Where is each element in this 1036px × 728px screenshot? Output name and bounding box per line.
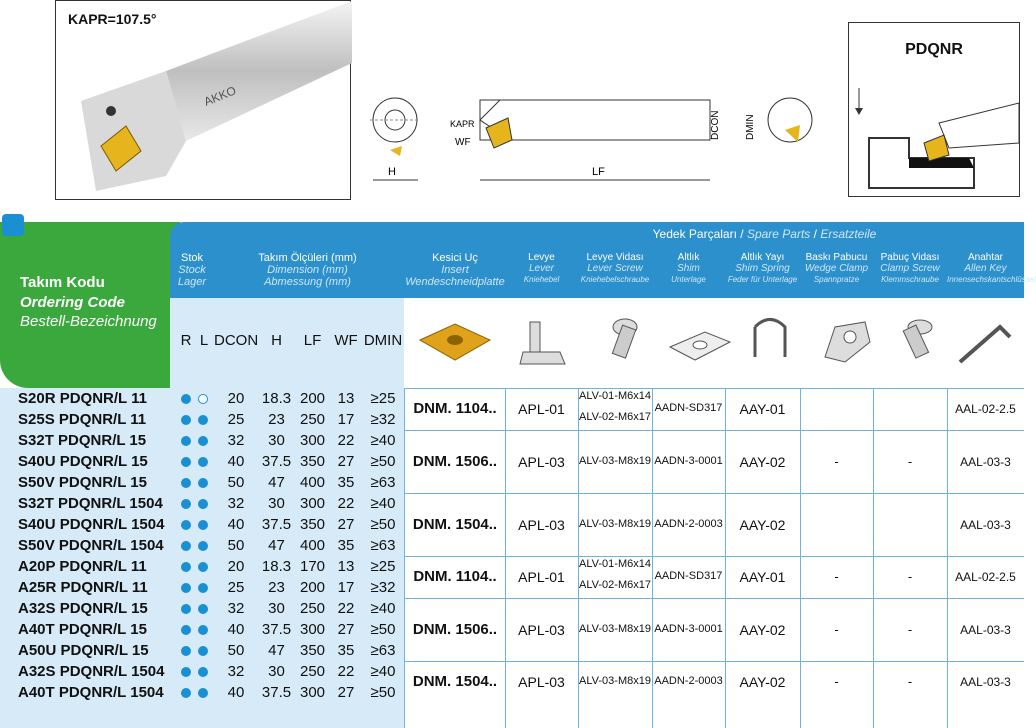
- cell-dcon: 40: [227, 621, 245, 638]
- stock-l-dot: [198, 520, 208, 530]
- stock-r-dot: [181, 688, 191, 698]
- tool-photo-image: [56, 1, 352, 201]
- lever-screw-code: ALV-01-M6x14: [579, 558, 651, 570]
- part-header: [652, 252, 725, 285]
- cell-dcon: 50: [227, 537, 245, 554]
- shim-icon: [670, 332, 730, 360]
- stock-l-dot: [198, 394, 208, 404]
- cell-dmin: ≥32: [370, 411, 396, 428]
- part-header: [505, 252, 578, 285]
- dim-dcon: DCON: [710, 110, 721, 140]
- col-l: L: [199, 332, 209, 349]
- shim-code: AADN-SD317: [654, 402, 723, 414]
- cell-dcon: 20: [227, 558, 245, 575]
- stock-r-dot: [181, 457, 191, 467]
- ordering-tr: Takım Kodu: [20, 274, 105, 291]
- cell-lf: 250: [299, 663, 326, 680]
- cell-dcon: 32: [227, 663, 245, 680]
- cell-wf: 35: [337, 642, 355, 659]
- cell-lf: 170: [299, 558, 326, 575]
- cell-wf: 27: [337, 453, 355, 470]
- stock-r-dot: [181, 394, 191, 404]
- dim-col-header: H: [271, 332, 282, 349]
- spring-code: AAY-01: [739, 569, 786, 585]
- spring-code: AAY-02: [739, 453, 786, 470]
- insert-code: DNM. 1506..: [412, 452, 498, 470]
- cell-wf: 13: [337, 390, 355, 407]
- stock-r-dot: [181, 646, 191, 656]
- dim-kapr: KAPR: [450, 119, 475, 129]
- cell-lf: 250: [299, 411, 326, 428]
- insert-code: DNM. 1504..: [412, 673, 498, 690]
- insert-code: DNM. 1104..: [413, 568, 497, 585]
- table-row-code: A32S PDQNR/L 1504: [18, 663, 165, 680]
- cell-lf: 300: [299, 684, 326, 701]
- cell-h: 18.3: [261, 558, 292, 575]
- cell-dmin: ≥50: [370, 621, 396, 638]
- cell-h: 23: [268, 579, 285, 596]
- part-de: Kniehebelschraube: [580, 275, 650, 284]
- key-code: AAL-03-3: [960, 517, 1011, 532]
- shim-code: AADN-2-0003: [654, 675, 723, 687]
- cell-dcon: 40: [227, 516, 245, 533]
- lever-screw-code: ALV-03-M8x19: [579, 454, 651, 467]
- pdqnr-title: PDQNR: [905, 41, 963, 58]
- part-tr: Anahtar: [967, 252, 1004, 263]
- part-en: Clamp Screw: [880, 263, 940, 274]
- clamp-code: -: [907, 621, 913, 637]
- lever-code: APL-03: [518, 453, 565, 470]
- part-de: Klemmschraube: [881, 275, 939, 284]
- dim-col-header: WF: [334, 332, 358, 349]
- lever-code: APL-01: [518, 569, 565, 585]
- cell-dmin: ≥32: [370, 579, 396, 596]
- lever-icon: [520, 322, 565, 364]
- cell-dmin: ≥63: [370, 537, 396, 554]
- cell-lf: 350: [299, 453, 326, 470]
- cell-lf: 400: [299, 474, 326, 491]
- lever-screw-code: ALV-02-M6x17: [579, 411, 651, 423]
- cell-lf: 300: [299, 432, 326, 449]
- dim-h: H: [388, 166, 396, 178]
- cell-h: 47: [268, 474, 285, 491]
- shim-code: AADN-SD317: [654, 570, 723, 582]
- stock-l-dot: [198, 667, 208, 677]
- cell-dmin: ≥50: [370, 516, 396, 533]
- cell-dmin: ≥25: [370, 390, 396, 407]
- stock-l-dot: [198, 583, 208, 593]
- column-divider: [947, 388, 948, 728]
- table-row-code: S20R PDQNR/L 11: [18, 390, 147, 407]
- stock-r-dot: [181, 562, 191, 572]
- dim-col-header: DCON: [214, 332, 259, 349]
- group-divider: [404, 556, 1024, 557]
- part-tr: Pabuç Vidası: [880, 252, 940, 263]
- cell-lf: 350: [299, 516, 326, 533]
- part-en: Shim Spring: [735, 263, 790, 274]
- spring-code: AAY-02: [739, 674, 786, 690]
- cell-dmin: ≥40: [370, 432, 396, 449]
- cell-dmin: ≥63: [370, 642, 396, 659]
- cell-dmin: ≥50: [370, 453, 396, 470]
- key-code: AAL-03-3: [960, 675, 1011, 689]
- cell-lf: 300: [299, 621, 326, 638]
- cell-h: 47: [268, 642, 285, 659]
- spring-code: AAY-02: [739, 516, 786, 533]
- table-row-code: A40T PDQNR/L 1504: [18, 684, 164, 701]
- cell-dcon: 20: [227, 390, 245, 407]
- part-de: Unterlage: [671, 275, 706, 284]
- table-row-code: A32S PDQNR/L 15: [18, 600, 148, 617]
- cell-dcon: 32: [227, 495, 245, 512]
- table-row-code: A40T PDQNR/L 15: [18, 621, 147, 638]
- table-row-code: S40U PDQNR/L 1504: [18, 516, 165, 533]
- corner-badge: [2, 214, 24, 236]
- part-de: Spannpratze: [813, 275, 860, 284]
- brand-text: AKKO: [201, 83, 239, 109]
- part-tr: Altlık Yayı: [740, 252, 785, 263]
- col-r: R: [180, 332, 192, 349]
- column-divider: [725, 388, 726, 728]
- ordering-de: Bestell-Bezeichnung: [20, 313, 157, 330]
- cell-wf: 27: [337, 621, 355, 638]
- cell-dmin: ≥25: [370, 558, 396, 575]
- lever-code: APL-03: [518, 621, 565, 638]
- part-tr: Levye Vidası: [586, 252, 644, 263]
- column-divider: [800, 388, 801, 728]
- part-de: Feder für Unterlage: [727, 275, 798, 284]
- cell-lf: 200: [299, 579, 326, 596]
- lever-screw-code: ALV-03-M8x19: [579, 517, 651, 530]
- cell-h: 30: [268, 495, 285, 512]
- wedge-clamp-icon: [825, 322, 870, 362]
- cell-dmin: ≥63: [370, 474, 396, 491]
- part-en: Wedge Clamp: [804, 263, 869, 274]
- part-header: [800, 252, 873, 285]
- dim-dmin: DMIN: [745, 114, 756, 140]
- cell-h: 18.3: [261, 390, 292, 407]
- column-divider: [578, 388, 579, 728]
- stock-l-dot: [198, 604, 208, 614]
- table-row-code: S32T PDQNR/L 1504: [18, 495, 163, 512]
- cell-dcon: 32: [227, 600, 245, 617]
- technical-drawing: [360, 80, 830, 200]
- cell-h: 37.5: [261, 684, 292, 701]
- group-divider: [404, 493, 1024, 494]
- screw-icon: [612, 319, 637, 358]
- table-row-code: A50U PDQNR/L 15: [18, 642, 149, 659]
- cell-dcon: 25: [227, 579, 245, 596]
- column-divider: [404, 388, 405, 728]
- stock-r-dot: [181, 499, 191, 509]
- shim-code: AADN-3-0001: [654, 622, 723, 635]
- group-divider: [404, 598, 1024, 599]
- cell-h: 37.5: [261, 453, 292, 470]
- cell-lf: 350: [299, 642, 326, 659]
- group-divider: [404, 661, 1024, 662]
- cell-dcon: 32: [227, 432, 245, 449]
- stock-l-dot: [198, 478, 208, 488]
- key-code: AAL-03-3: [960, 622, 1011, 637]
- allen-key-icon: [960, 327, 1010, 362]
- dim-lf: LF: [592, 166, 605, 178]
- stock-l-dot: [198, 562, 208, 572]
- cell-lf: 400: [299, 537, 326, 554]
- part-de: Innensechskantschlüssel: [947, 275, 1036, 284]
- part-header: [947, 252, 1036, 285]
- table-row-code: S25S PDQNR/L 11: [18, 411, 147, 428]
- part-en: Allen Key: [964, 263, 1007, 274]
- cell-h: 37.5: [261, 621, 292, 638]
- lever-code: APL-03: [518, 516, 565, 533]
- cell-h: 23: [268, 411, 285, 428]
- cell-dmin: ≥50: [370, 684, 396, 701]
- stock-r-dot: [181, 667, 191, 677]
- insert-header: Kesici Uç Insert Wendeschneidplatte: [405, 252, 505, 288]
- key-code: AAL-03-3: [960, 454, 1011, 469]
- key-code: AAL-02-2.5: [955, 570, 1016, 584]
- cell-h: 30: [268, 432, 285, 449]
- part-tr: Baskı Pabucu: [805, 252, 868, 263]
- cell-wf: 35: [337, 537, 355, 554]
- cell-wf: 17: [337, 579, 355, 596]
- part-icons: [515, 312, 1015, 382]
- cell-wf: 35: [337, 474, 355, 491]
- cell-wf: 22: [337, 600, 355, 617]
- insert-code: DNM. 1504..: [412, 515, 498, 533]
- column-divider: [505, 388, 506, 728]
- stock-r-dot: [181, 625, 191, 635]
- spring-icon: [755, 320, 785, 358]
- lever-screw-code: ALV-03-M8x19: [579, 675, 651, 687]
- clamp-screw-icon: [903, 320, 932, 358]
- wedge-code: -: [834, 569, 839, 584]
- stock-l-dot: [198, 457, 208, 467]
- column-divider: [873, 388, 874, 728]
- lever-code: APL-01: [518, 401, 565, 417]
- stock-r-dot: [181, 583, 191, 593]
- stock-r-dot: [181, 436, 191, 446]
- lever-code: APL-03: [518, 674, 565, 690]
- tool-photo: [55, 0, 351, 200]
- stock-l-dot: [198, 541, 208, 551]
- dim-col-header: LF: [303, 332, 322, 349]
- stock-l-dot: [198, 436, 208, 446]
- shim-code: AADN-3-0001: [654, 454, 723, 467]
- spring-code: AAY-02: [739, 621, 786, 638]
- group-divider: [404, 388, 1024, 389]
- key-code: AAL-02-2.5: [955, 402, 1016, 416]
- wedge-code: -: [834, 674, 839, 689]
- cell-lf: 250: [299, 600, 326, 617]
- wedge-code: -: [834, 621, 839, 637]
- part-header: [725, 252, 800, 285]
- part-header: [578, 252, 652, 285]
- clamp-code: -: [907, 569, 913, 584]
- cell-lf: 300: [299, 495, 326, 512]
- clamp-code: -: [907, 674, 913, 689]
- stock-r-dot: [181, 604, 191, 614]
- cell-h: 30: [268, 600, 285, 617]
- cell-lf: 200: [299, 390, 326, 407]
- stock-header: Stok Stock Lager: [177, 252, 207, 288]
- part-tr: Levye: [528, 252, 555, 263]
- cell-wf: 27: [337, 684, 355, 701]
- table-row-code: S32T PDQNR/L 15: [18, 432, 147, 449]
- cell-dcon: 25: [227, 411, 245, 428]
- product-table: [0, 212, 1036, 728]
- wedge-code: -: [834, 453, 839, 469]
- kapr-label: KAPR=107.5°: [68, 11, 157, 27]
- cell-dcon: 50: [227, 642, 245, 659]
- dim-col-header: DMIN: [363, 332, 403, 349]
- part-de: Kniehebel: [523, 275, 560, 284]
- dimension-header: Takım Ölçüleri (mm) Dimension (mm) Abmessung (mm): [258, 252, 357, 288]
- cell-dmin: ≥40: [370, 663, 396, 680]
- lever-screw-code: ALV-01-M6x14: [579, 390, 651, 402]
- insert-code: DNM. 1104..: [413, 400, 497, 417]
- cell-h: 30: [268, 663, 285, 680]
- cell-h: 47: [268, 537, 285, 554]
- insert-image: [415, 318, 495, 368]
- cell-dcon: 50: [227, 474, 245, 491]
- cell-wf: 13: [337, 558, 355, 575]
- pdqnr-sketch: [849, 63, 1019, 193]
- part-tr: Altlık: [677, 252, 700, 263]
- stock-l-dot: [198, 625, 208, 635]
- spring-code: AAY-01: [739, 401, 786, 417]
- cell-dmin: ≥40: [370, 495, 396, 512]
- part-en: Shim: [677, 263, 700, 274]
- part-header: [873, 252, 947, 285]
- stock-r-dot: [181, 541, 191, 551]
- cell-dcon: 40: [227, 684, 245, 701]
- clamp-code: -: [907, 453, 913, 469]
- cell-wf: 22: [337, 432, 355, 449]
- table-row-code: S50V PDQNR/L 1504: [18, 537, 164, 554]
- dim-wf: WF: [455, 137, 471, 148]
- table-row-code: A20P PDQNR/L 11: [18, 558, 147, 575]
- cell-dcon: 40: [227, 453, 245, 470]
- insert-code: DNM. 1506..: [412, 620, 498, 638]
- part-en: Lever Screw: [587, 263, 643, 274]
- stock-l-dot: [198, 415, 208, 425]
- stock-r-dot: [181, 415, 191, 425]
- lever-screw-code: ALV-02-M6x17: [579, 579, 651, 591]
- cell-dmin: ≥40: [370, 600, 396, 617]
- cell-h: 37.5: [261, 516, 292, 533]
- table-row-code: A25R PDQNR/L 11: [18, 579, 148, 596]
- cell-wf: 17: [337, 411, 355, 428]
- shim-code: AADN-2-0003: [654, 517, 723, 530]
- table-row-code: S50V PDQNR/L 15: [18, 474, 147, 491]
- stock-l-dot: [198, 646, 208, 656]
- cell-wf: 22: [337, 495, 355, 512]
- spare-parts-header: Yedek Parçaları / Spare Parts / Ersatzteile: [652, 227, 877, 241]
- cell-wf: 27: [337, 516, 355, 533]
- stock-r-dot: [181, 478, 191, 488]
- cell-wf: 22: [337, 663, 355, 680]
- column-divider: [652, 388, 653, 728]
- table-row-code: S40U PDQNR/L 15: [18, 453, 148, 470]
- stock-r-dot: [181, 520, 191, 530]
- lever-screw-code: ALV-03-M8x19: [579, 622, 651, 635]
- stock-l-dot: [198, 688, 208, 698]
- ordering-code-header: [0, 222, 180, 388]
- pdqnr-diagram: [848, 22, 1020, 197]
- part-en: Lever: [528, 263, 554, 274]
- ordering-en: Ordering Code: [20, 294, 126, 311]
- stock-l-dot: [198, 499, 208, 509]
- group-divider: [404, 430, 1024, 431]
